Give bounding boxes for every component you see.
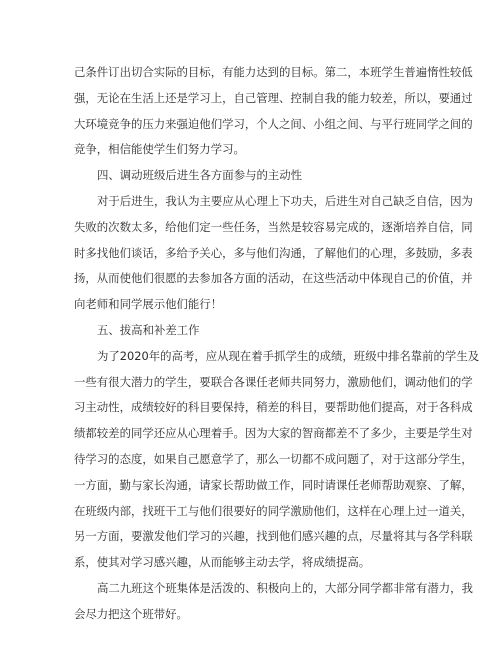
text-line: 系，使其对学习感兴趣，从而能够主动去学，将成绩提高。	[74, 555, 371, 570]
text-line: 大环境竞争的压力来强迫他们学习，个人之间、小组之间、与平行班同学之间的	[74, 116, 473, 131]
text-line: 在班级内部，找班干工与他们很要好的同学激励他们，这样在心理上过一道关，	[74, 503, 473, 518]
heading-section-4	[74, 163, 434, 189]
text-line: 会尽力把这个班带好。	[74, 606, 188, 621]
text-line: 竞争，相信能使学生们努力学习。	[74, 142, 245, 157]
text-line: 时多找他们谈话，多给予关心，多与他们沟通，了解他们的心理，多鼓励，多表	[74, 245, 473, 260]
text-line: 为了2020年的高考，应从现在着手抓学生的成绩，班级中排名靠前的学生及	[97, 348, 480, 363]
text-line: 一些有很大潜力的学生，要联合各课任老师共同努力，激励他们，调动他们的学	[74, 374, 473, 389]
text-line: 一方面，勤与家长沟通，请家长帮助做工作，同时请课任老师帮助观察、了解，	[74, 477, 473, 492]
text-line: 五、拔高和补差工作	[97, 322, 200, 337]
text-line: 四、调动班级后进生各方面参与的主动性	[97, 168, 303, 183]
document-page	[74, 60, 480, 628]
paragraph-backward-students	[74, 189, 473, 318]
text-line: 习主动性，成绩较好的科目要保持，稍差的科目，要帮助他们提高，对于各科成	[74, 400, 473, 415]
text-line: 失败的次数太多，给他们定一些任务，当然是较容易完成的，逐渐培养自信，同	[74, 219, 473, 234]
heading-section-5	[74, 318, 434, 344]
text-line: 己条件订出切合实际的目标，有能力达到的目标。第二，本班学生普遍惰性较低	[74, 65, 473, 79]
text-line: 强，无论在生活上还是学习上，自己管理、控制自我的能力较差，所以，要通过	[74, 90, 473, 105]
text-line: 扬，从而使他们很愿的去参加各方面的活动，在这些活动中体现自己的价值，并	[74, 271, 473, 286]
text-line: 绩都较差的同学还应从心理着手。因为大家的智商都差不了多少，主要是学生对	[74, 426, 473, 441]
text-line: 另一方面，要激发他们学习的兴趣，找到他们感兴趣的点，尽量将其与各学科联	[74, 529, 473, 544]
text-line: 高二九班这个班集体是活泼的、积极向上的，大部分同学都非常有潜力，我	[97, 580, 473, 595]
paragraph-improvement	[74, 344, 480, 576]
paragraph-conclusion	[74, 576, 473, 628]
paragraph-goals	[74, 60, 473, 163]
text-line: 待学习的态度，如果自己愿意学了，那么一切都不成问题了，对于这部分学生，	[74, 451, 473, 466]
text-line: 向老师和同学展示他们能行！	[74, 297, 223, 312]
text-line: 对于后进生，我认为主要应从心理上下功夫，后进生对自己缺乏自信，因为	[97, 193, 473, 208]
